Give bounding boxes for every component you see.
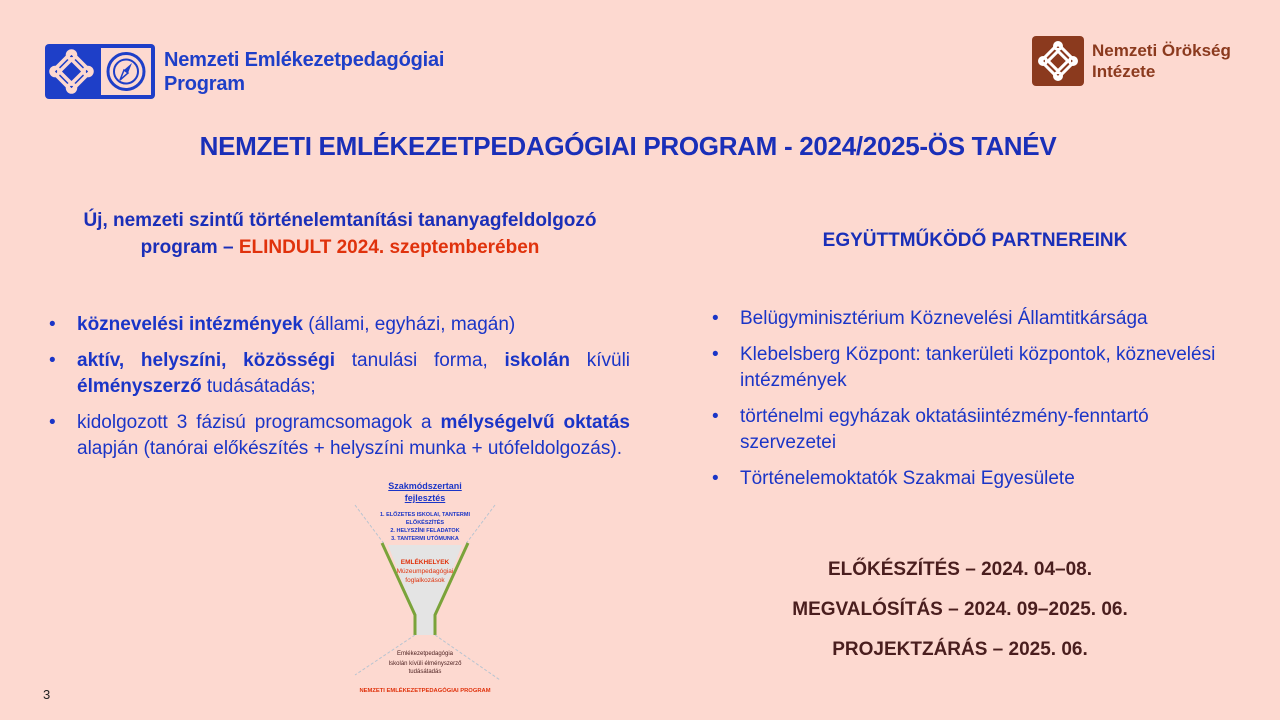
compass-icon (101, 48, 151, 95)
funnel-diagram: Szakmódszertani fejlesztés 1. ELŐZETES ISKOLAI, TANTERMI ELŐKÉSZÍTÉS 2. HELYSZÍNI FELADATOK 3. TANTERMI UTÓMUNKA EMLÉKHELYEK Múzeumpedagógiai foglalkozások Emlékezetpedagógia Iskolán kívüli élményszerző tudásátadás NEMZETI EMLÉKEZETPEDAGÓGIAI PROGRAM (340, 475, 510, 705)
program-features-list (45, 312, 630, 472)
list-item: • aktív, helyszíni, közösségi tanulási forma, iskolán kívüli élményszerző tudásátadás; (45, 348, 630, 400)
program-subtitle: Új, nemzeti szintű történelemtanítási tananyagfeldolgozó program – ELINDULT 2024. szeptemberében (83, 210, 597, 258)
list-item: • Belügyminisztérium Köznevelési Államtitkársága (708, 306, 1248, 332)
knot-icon (49, 49, 94, 94)
list-item: • történelmi egyházak oktatásiintézmény-fenntartó szervezetei (708, 404, 1248, 456)
partners-title: EGYÜTTMŰKÖDŐ PARTNEREINK (822, 230, 1128, 251)
list-item: • Klebelsberg Központ: tankerületi központok, köznevelési intézmények (708, 342, 1248, 394)
partners-list (708, 306, 1248, 502)
page-number: 3 (43, 687, 51, 702)
phase-implementation: MEGVALÓSÍTÁS – 2024. 09–2025. 06. (792, 599, 1128, 620)
list-item: • kidolgozott 3 fázisú programcsomagok a mélységelvű oktatás alapján (tanórai előkészítés + helyszíni munka + utófeldolgozás). (45, 410, 630, 462)
phase-closing: PROJEKTZÁRÁS – 2025. 06. (832, 639, 1088, 660)
list-item: • köznevelési intézmények (állami, egyházi, magán) (45, 312, 630, 338)
noi-logo (1032, 36, 1084, 86)
page-title: NEMZETI EMLÉKEZETPEDAGÓGIAI PROGRAM - 2024/2025-ÖS TANÉV (199, 131, 1057, 161)
launch-highlight: ELINDULT 2024. szeptemberében (238, 237, 540, 258)
noi-logo-text: Nemzeti Örökség Intézete (1092, 41, 1231, 81)
phase-preparation: ELŐKÉSZÍTÉS – 2024. 04–08. (827, 559, 1093, 580)
nep-logo-text: Nemzeti Emlékezetpedagógiai Program (164, 49, 445, 95)
list-item: • Történelemoktatók Szakmai Egyesülete (708, 466, 1248, 492)
knot-icon (1037, 41, 1079, 81)
nep-logo (45, 44, 155, 99)
project-phases (760, 558, 1160, 678)
